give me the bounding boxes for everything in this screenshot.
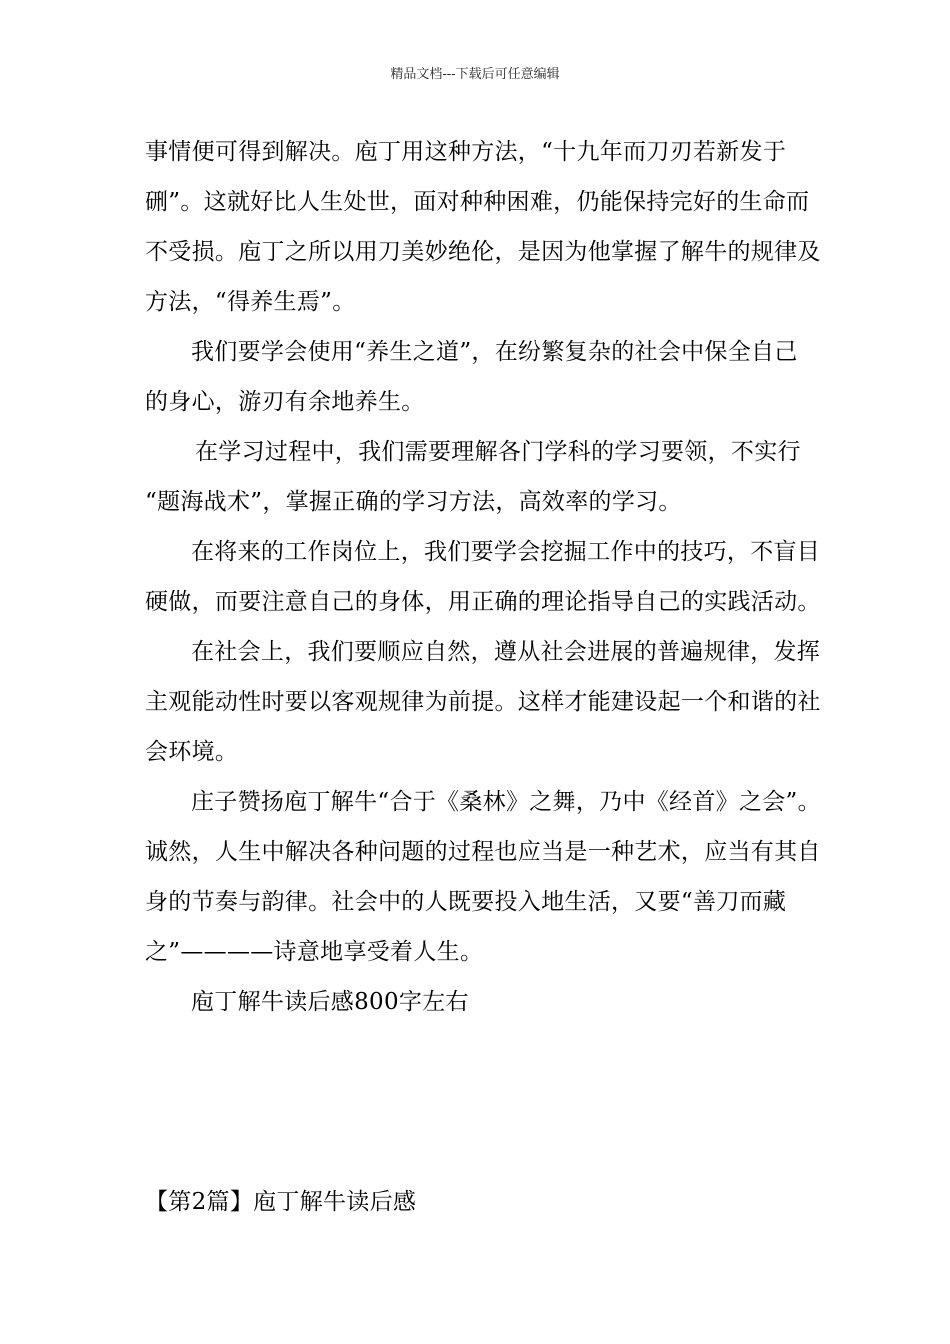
paragraph-3 — [145, 427, 815, 527]
document-body — [145, 127, 821, 1227]
text-line: 庖丁解牛读后感800字左右 — [191, 989, 469, 1015]
text-line: 硬做，而要注意自己的身体，用正确的理论指导自己的实践活动。 — [145, 589, 821, 615]
paragraph-1 — [145, 127, 821, 327]
blank-space — [145, 1027, 815, 1177]
text-line: 在将来的工作岗位上，我们要学会挖掘工作中的技巧，不盲目 — [191, 539, 821, 565]
page-header: 精品文档---下载后可任意编辑 — [390, 67, 560, 82]
text-line: 诚然，人生中解决各种问题的过程也应当是一种艺术，应当有其自 — [145, 839, 821, 865]
paragraph-6 — [145, 777, 821, 977]
text-line: 方法，“得养生焉”。 — [145, 289, 356, 315]
text-line: 之”————诗意地享受着人生。 — [145, 939, 484, 965]
text-line: 的身心，游刃有余地养生。 — [145, 389, 425, 415]
section-heading: 【第2篇】庖丁解牛读后感 — [145, 1189, 417, 1215]
paragraph-5 — [145, 627, 821, 777]
text-line: 在学习过程中，我们需要理解各门学科的学习要领，不实行 — [195, 439, 801, 465]
paragraph-2 — [145, 327, 815, 427]
text-line: “题海战术”，掌握正确的学习方法，高效率的学习。 — [145, 489, 682, 515]
text-line: 主观能动性时要以客观规律为前提。这样才能建设起一个和谐的社 — [145, 689, 821, 715]
text-line: 事情便可得到解决。庖丁用这种方法，“十九年而刀刃若新发于 — [145, 139, 787, 165]
text-line: 硎”。这就好比人生处世，面对种种困难，仍能保持完好的生命而 — [145, 189, 810, 215]
text-line: 在社会上，我们要顺应自然，遵从社会进展的普遍规律，发挥 — [191, 639, 821, 665]
text-line: 不受损。庖丁之所以用刀美妙绝伦，是因为他掌握了解牛的规律及 — [145, 239, 821, 265]
text-line: 庄子赞扬庖丁解牛“合于《桑林》之舞，乃中《经首》之会”。 — [191, 789, 821, 815]
paragraph-4 — [145, 527, 821, 627]
text-line: 会环境。 — [145, 739, 239, 765]
text-line: 身的节奏与韵律。社会中的人既要投入地生活，又要“善刀而藏 — [145, 889, 787, 915]
text-line: 我们要学会使用“养生之道”，在纷繁复杂的社会中保全自己 — [191, 339, 798, 365]
paragraph-7 — [145, 977, 815, 1027]
